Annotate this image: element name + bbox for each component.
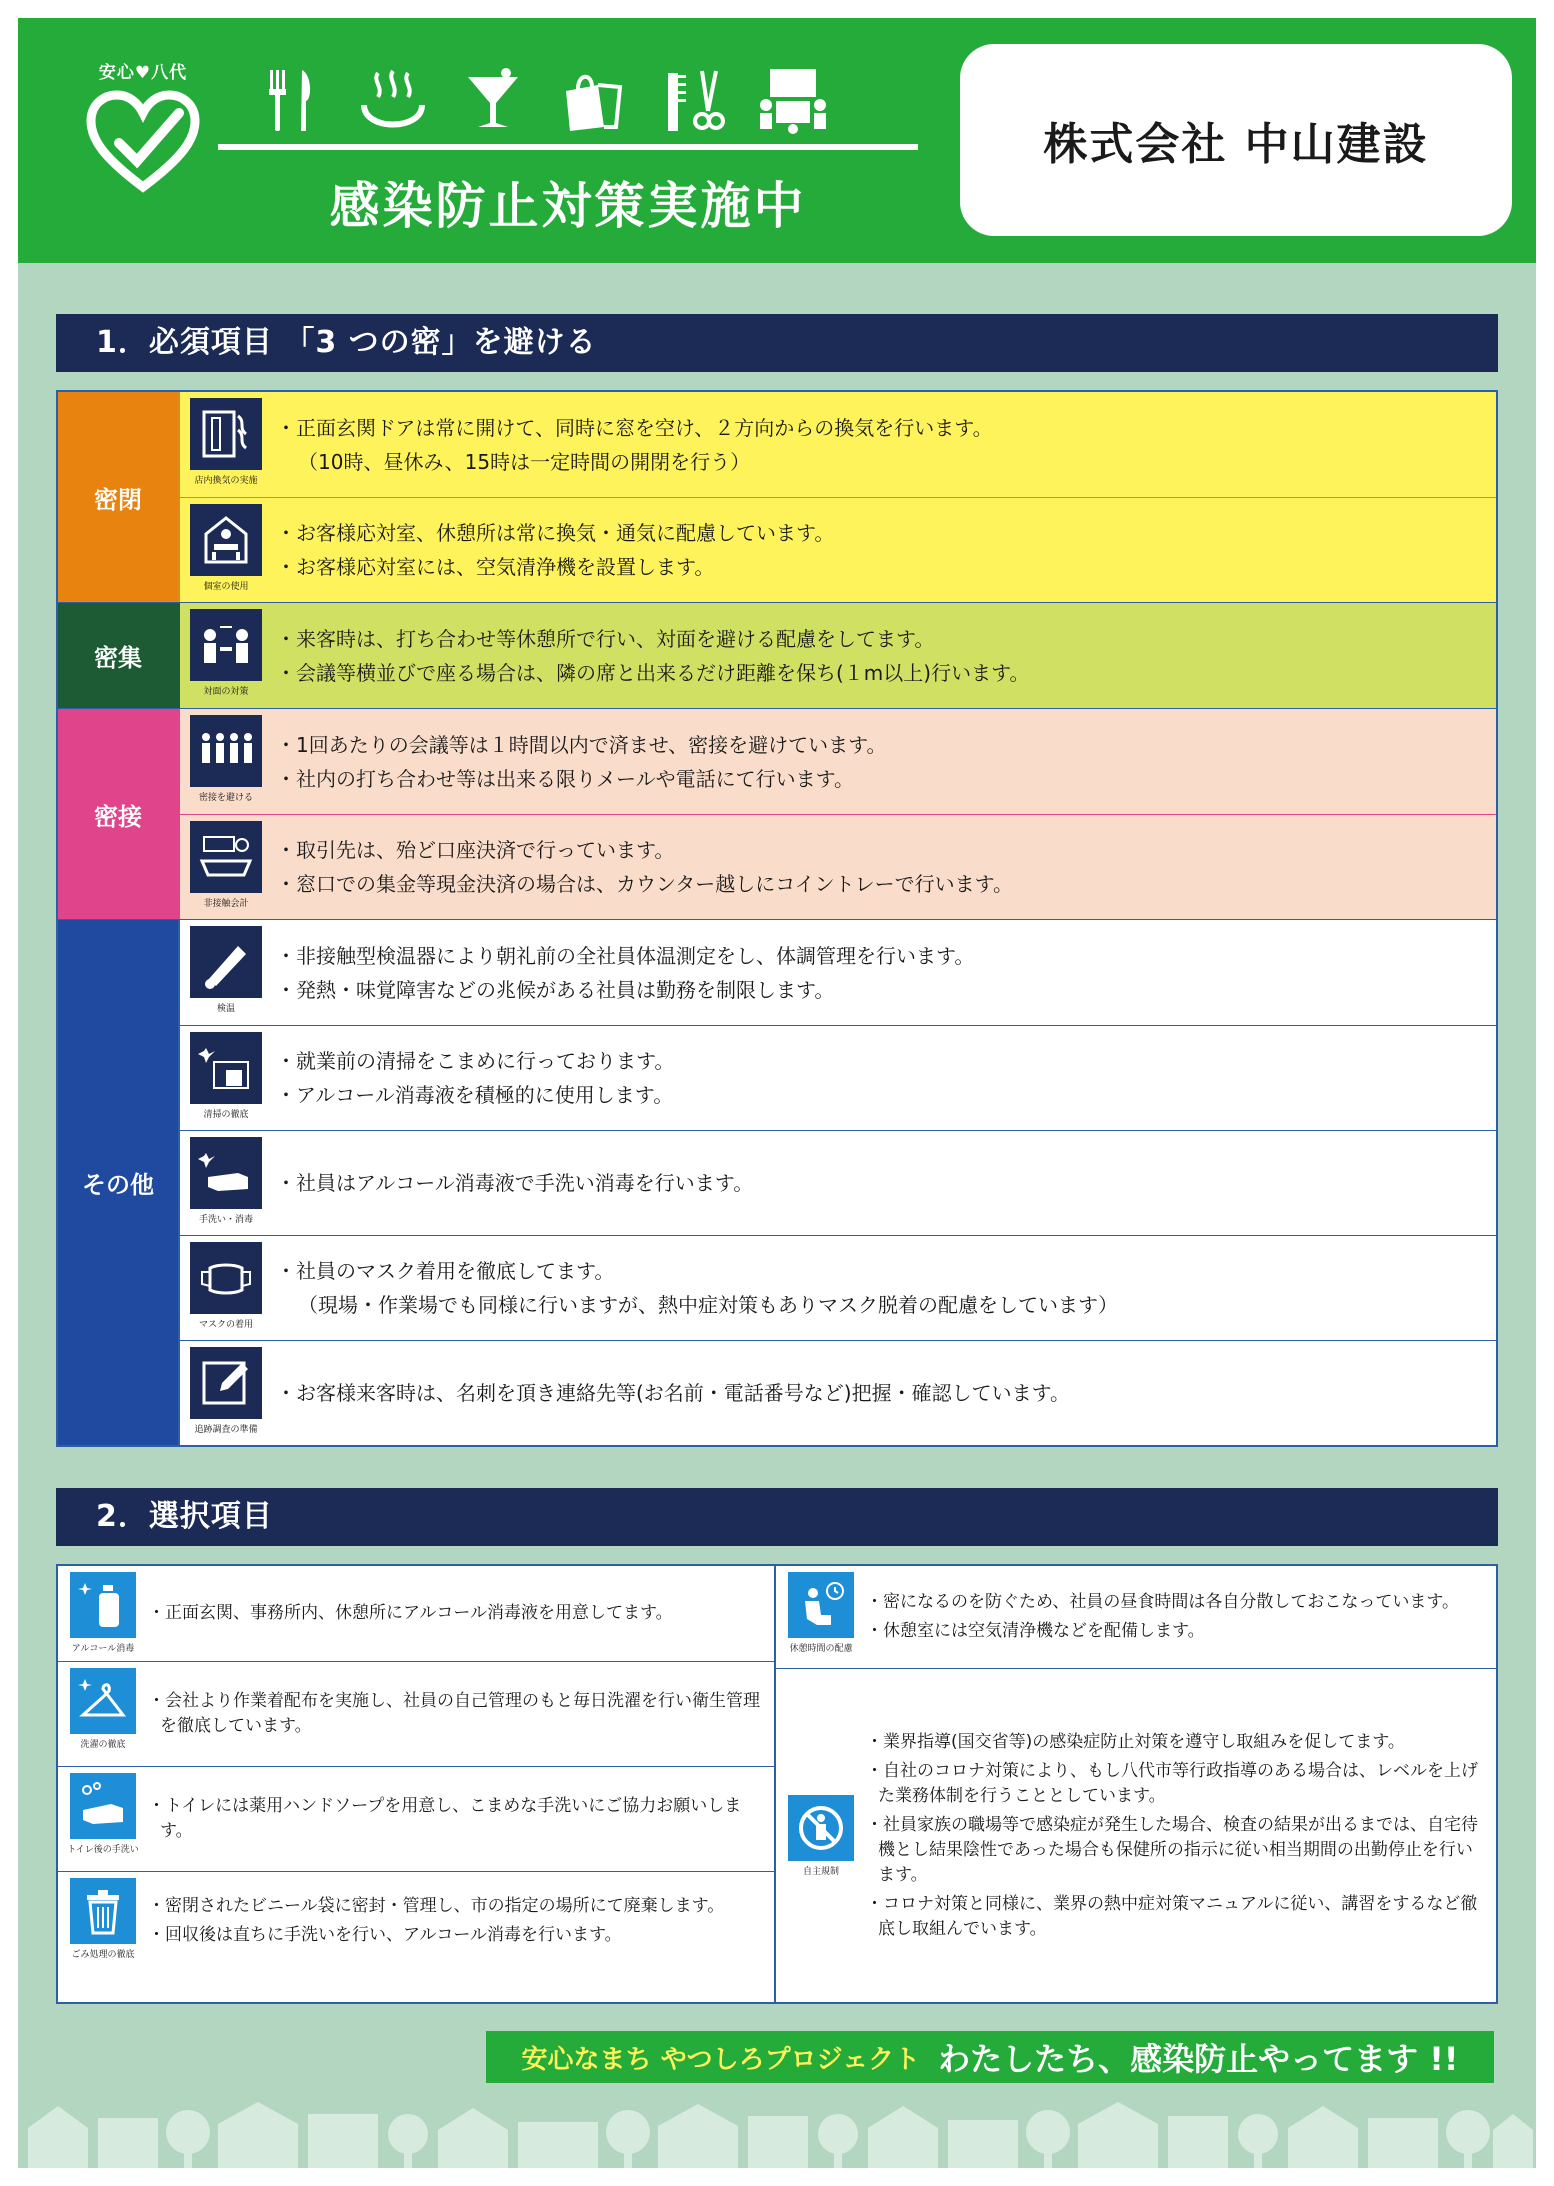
thermometer-icon [190, 926, 262, 998]
hanger-icon [70, 1668, 136, 1734]
category-label: 密集 [58, 603, 178, 708]
category-other [58, 919, 1496, 1445]
option-text: ・密になるのを防ぐため、社員の昼食時間は各自分散しておこなっています。 [866, 1592, 1459, 1612]
measure-text: （10時、昼休み、15時は一定時間の開閉を行う） [298, 449, 751, 474]
icon-caption: アルコール消毒 [71, 1644, 135, 1654]
shopping-bag-icon [558, 65, 628, 135]
option-text: ・回収後は直ちに手洗いを行い、アルコール消毒を行います。 [148, 1925, 622, 1945]
category-misshu [58, 602, 1496, 708]
measure-row [178, 392, 1496, 497]
option-text: ・自社のコロナ対策により、もし八代市等行政指導のある場合は、レベルを上げた業務体制を行うこととしています。 [866, 1760, 1478, 1806]
icon-caption: 洗濯の徹底 [80, 1740, 126, 1750]
category-label: その他 [58, 920, 178, 1445]
category-label: 密接 [58, 709, 178, 919]
measure-text: ・来客時は、打ち合わせ等休憩所で行い、対面を避ける配慮をしてます。 [276, 626, 935, 651]
company-name: 株式会社 中山建設 [960, 44, 1512, 236]
section1-heading: 1．必須項目 「3 つの密」を避ける [56, 314, 1498, 372]
measure-text: ・1回あたりの会議等は１時間以内で済ませ、密接を避けています。 [276, 732, 887, 757]
measure-row [178, 814, 1496, 919]
icon-caption: 休憩時間の配慮 [789, 1644, 853, 1654]
icon-caption: 対面の対策 [203, 687, 249, 697]
option-row [58, 1766, 774, 1871]
cleaning-icon [190, 1032, 262, 1104]
mask-icon [190, 1242, 262, 1314]
measure-row [178, 709, 1496, 814]
comb-scissors-icon [658, 65, 728, 135]
category-mippei [58, 392, 1496, 602]
measure-text: ・非接触型検温器により朝礼前の全社員体温測定をし、体調管理を行います。 [276, 943, 975, 968]
measure-text: ・発熱・味覚障害などの兆候がある社員は勤務を制限します。 [276, 977, 835, 1002]
measure-text: ・取引先は、殆ど口座決済で行っています。 [276, 838, 675, 862]
distancing-icon [190, 715, 262, 787]
section2-heading: 2．選択項目 [56, 1488, 1498, 1546]
industry-icons [258, 60, 918, 140]
meeting-icon [758, 65, 828, 135]
town-silhouette [18, 2088, 1536, 2168]
measure-text: ・社内の打ち合わせ等は出来る限りメールや電話にて行います。 [276, 766, 854, 791]
heart-check-icon [83, 83, 203, 203]
measure-text: （現場・作業場でも同様に行いますが、熱中症対策もありマスク脱着の配慮をしています） [298, 1293, 1118, 1317]
icon-caption: 店内換気の実施 [194, 476, 258, 486]
measure-row [178, 1130, 1496, 1235]
logo-text: 安心♥八代 [98, 63, 188, 83]
icon-caption: 検温 [216, 1004, 235, 1014]
section1-table [56, 390, 1498, 1447]
option-row [58, 1661, 774, 1766]
option-text: ・会社より作業着配布を実施し、社員の自己管理のもと毎日洗濯を行い衛生管理を徹底しています。 [148, 1691, 760, 1736]
icon-caption: ごみ処理の徹底 [71, 1950, 135, 1960]
option-row [776, 1668, 1496, 2002]
face-to-face-icon [190, 609, 262, 681]
measure-text: ・社員はアルコール消毒液で手洗い消毒を行います。 [276, 1171, 754, 1195]
measure-text: ・お客様来客時は、名刺を頂き連絡先等(お名前・電話番号など)把握・確認しています。 [276, 1381, 1071, 1405]
measure-text: ・社員のマスク着用を徹底してます。 [276, 1259, 615, 1283]
section2-table [56, 1564, 1498, 2004]
hot-spring-icon [358, 65, 428, 135]
anshin-yatsushiro-logo [73, 58, 213, 218]
fork-knife-icon [258, 65, 328, 135]
option-text: ・トイレには薬用ハンドソープを用意し、こまめな手洗いにご協力お願いします。 [148, 1796, 742, 1841]
category-missetsu [58, 708, 1496, 919]
self-restraint-icon [788, 1795, 854, 1861]
icon-caption: 自主規制 [802, 1866, 839, 1877]
icon-caption: トイレ後の手洗い [67, 1845, 139, 1855]
measure-row [178, 1235, 1496, 1340]
coin-tray-icon [190, 821, 262, 893]
soap-hands-icon [70, 1773, 136, 1839]
private-room-icon [190, 504, 262, 576]
measure-text: ・お客様応対室には、空気清浄機を設置します。 [276, 555, 715, 579]
measure-text: ・会議等横並びで座る場合は、隣の席と出来るだけ距離を保ち(１m以上)行います。 [276, 660, 1030, 685]
measure-text: ・正面玄関ドアは常に開けて、同時に窓を空け、２方向からの換気を行います。 [276, 415, 993, 440]
option-text: ・社員家族の職場等で感染症が発生した場合、検査の結果が出るまでは、自宅待機とし結果陰性であった場合も保健所の指示に従い相当期間の出勤停止を行います。 [866, 1814, 1478, 1885]
header [18, 18, 1536, 263]
option-text: ・業界指導(国交省等)の感染症防止対策を遵守し取組みを促してます。 [866, 1731, 1405, 1752]
option-row [58, 1871, 774, 1970]
edit-note-icon [190, 1347, 262, 1419]
measure-row [178, 1025, 1496, 1130]
header-title: 感染防止対策実施中 [329, 177, 807, 235]
measure-text: ・就業前の清掃をこまめに行っております。 [276, 1049, 675, 1073]
hand-wash-icon [190, 1137, 262, 1209]
icon-caption: 追跡調査の準備 [194, 1425, 258, 1435]
header-divider [218, 144, 918, 150]
option-text: ・コロナ対策と同様に、業界の熱中症対策マニュアルに従い、講習をするなど徹底し取組んでいます。 [866, 1893, 1478, 1939]
measure-row [178, 497, 1496, 602]
alcohol-bottle-icon [70, 1572, 136, 1638]
measure-text: ・アルコール消毒液を積極的に使用します。 [276, 1083, 674, 1107]
option-text: ・密閉されたビニール袋に密封・管理し、市の指定の場所にて廃棄します。 [148, 1896, 725, 1916]
option-row [58, 1566, 774, 1661]
icon-caption: 清掃の徹底 [203, 1110, 249, 1120]
icon-caption: 非接触会計 [203, 899, 249, 909]
trash-can-icon [70, 1878, 136, 1944]
cocktail-icon [458, 65, 528, 135]
category-label: 密閉 [58, 392, 178, 602]
measure-row [178, 1340, 1496, 1445]
ventilation-icon [190, 398, 262, 470]
icon-caption: マスクの着用 [198, 1320, 253, 1330]
icon-caption: 手洗い・消毒 [198, 1215, 253, 1225]
break-time-icon [788, 1572, 854, 1638]
measure-text: ・窓口での集金等現金決済の場合は、カウンター越しにコイントレーで行います。 [276, 872, 1013, 896]
measure-row [178, 603, 1496, 708]
measure-row [178, 920, 1496, 1025]
poster [18, 18, 1536, 2168]
option-text: ・正面玄関、事務所内、休憩所にアルコール消毒液を用意してます。 [148, 1603, 673, 1623]
measure-text: ・お客様応対室、休憩所は常に換気・通気に配慮しています。 [276, 521, 835, 545]
icon-caption: 個室の使用 [203, 582, 249, 592]
banner-project: 安心なまち やつしろプロジェクト [521, 2044, 921, 2075]
banner-message: わたしたち、感染防止やってます !! [938, 2040, 1459, 2078]
option-text: ・休憩室には空気清浄機などを配備します。 [866, 1621, 1205, 1641]
icon-caption: 密接を避ける [198, 793, 253, 803]
option-row [776, 1566, 1496, 1668]
footer-banner [486, 2031, 1494, 2083]
